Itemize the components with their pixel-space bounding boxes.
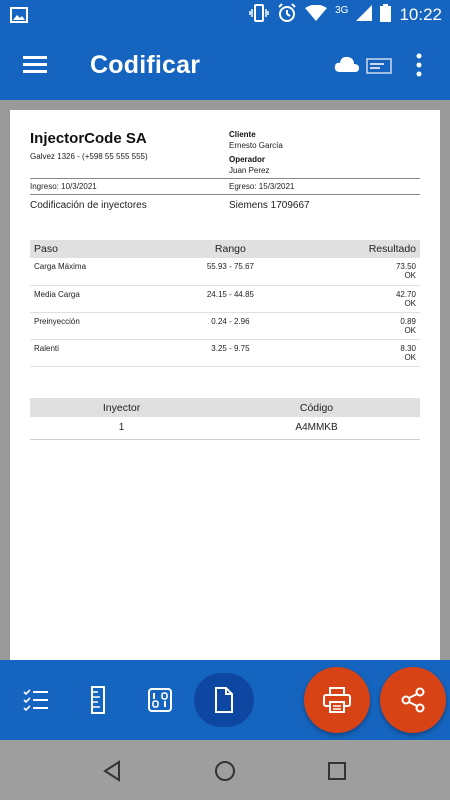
operator-label: Operador [229, 155, 266, 164]
report-document [10, 110, 440, 670]
column-header-inyector: Inyector [30, 398, 213, 417]
step-result [294, 312, 421, 339]
ruler-icon [90, 686, 106, 714]
network-type: 3G [335, 4, 349, 16]
table-row [30, 312, 420, 339]
bottom-nav [0, 660, 450, 740]
codes-table [30, 398, 420, 440]
step-status: OK [404, 298, 416, 308]
company-name: InjectorCode SA [30, 130, 147, 147]
divider [30, 194, 420, 195]
service-description: Codificación de inyectores [30, 200, 147, 211]
client-name: Ernesto García [229, 141, 283, 150]
step-result [294, 258, 421, 285]
vibrate-icon [249, 4, 269, 27]
alarm-icon [277, 3, 297, 28]
injector-code: A4MMKB [213, 417, 420, 439]
wifi-icon [305, 5, 327, 26]
overflow-menu-button[interactable] [412, 52, 426, 78]
bottom-nav-ruler[interactable] [76, 678, 120, 722]
binary-icon [148, 688, 172, 712]
company-address: Galvez 1326 - (+598 55 555 555) [30, 152, 148, 161]
step-result [294, 339, 421, 366]
step-value: 8.30 [400, 343, 416, 353]
bottom-nav-binary[interactable] [138, 678, 182, 722]
signal-icon [356, 5, 372, 26]
injector-model: Siemens 1709667 [229, 200, 310, 211]
table-row [30, 417, 420, 439]
step-range: 24.15 - 44.85 [167, 285, 293, 312]
table-row [30, 258, 420, 285]
bottom-nav-document[interactable] [194, 673, 254, 727]
step-value: 73.50 [395, 262, 416, 271]
step-value: 42.70 [395, 289, 416, 299]
column-header-rango: Rango [167, 240, 293, 258]
status-bar [0, 0, 450, 30]
device-button[interactable] [366, 56, 392, 76]
step-result [294, 285, 421, 312]
column-header-paso: Paso [30, 240, 167, 258]
step-name: Ralenti [30, 339, 167, 366]
battery-icon [380, 4, 391, 27]
device-card-icon [366, 56, 392, 76]
recents-square-icon [324, 758, 350, 784]
system-nav-bar [0, 740, 450, 800]
client-label: Cliente [229, 130, 256, 139]
ingreso-date: Ingreso: 10/3/2021 [30, 182, 97, 191]
home-circle-icon [212, 758, 238, 784]
step-range: 3.25 - 9.75 [167, 339, 293, 366]
clock: 10:22 [399, 5, 442, 24]
bottom-nav-checklist[interactable] [14, 678, 58, 722]
more-vert-icon [412, 52, 426, 78]
step-value: 0.89 [400, 316, 416, 326]
egreso-date: Egreso: 15/3/2021 [229, 182, 295, 191]
injector-number: 1 [30, 417, 213, 439]
document-icon [214, 687, 234, 713]
printer-icon [322, 687, 352, 713]
step-name: Preinyección [30, 312, 167, 339]
steps-table [30, 240, 420, 367]
column-header-codigo: Código [213, 398, 420, 417]
share-icon [400, 687, 426, 713]
share-button[interactable] [380, 667, 446, 733]
divider [30, 178, 420, 179]
table-header-row [30, 398, 420, 417]
step-name: Carga Máxima [30, 258, 167, 285]
recents-button[interactable] [324, 758, 350, 784]
step-status: OK [404, 325, 416, 335]
print-button[interactable] [304, 667, 370, 733]
back-button[interactable] [100, 758, 126, 784]
cloud-icon [334, 54, 360, 76]
page-title: Codificar [90, 51, 201, 79]
step-status: OK [404, 271, 416, 280]
step-range: 55.93 - 75.67 [167, 258, 293, 285]
table-row [30, 285, 420, 312]
column-header-resultado: Resultado [294, 240, 421, 258]
table-header-row [30, 240, 420, 258]
app-bar [0, 30, 450, 100]
operator-name: Juan Perez [229, 166, 270, 175]
back-triangle-icon [100, 758, 126, 784]
menu-button[interactable] [22, 52, 48, 78]
step-range: 0.24 - 2.96 [167, 312, 293, 339]
image-notification-icon [10, 7, 28, 28]
table-row [30, 339, 420, 366]
step-status: OK [404, 352, 416, 362]
cloud-sync-button[interactable] [334, 54, 360, 76]
hamburger-icon [22, 52, 48, 78]
step-name: Media Carga [30, 285, 167, 312]
checklist-icon [23, 688, 49, 712]
home-button[interactable] [212, 758, 238, 784]
